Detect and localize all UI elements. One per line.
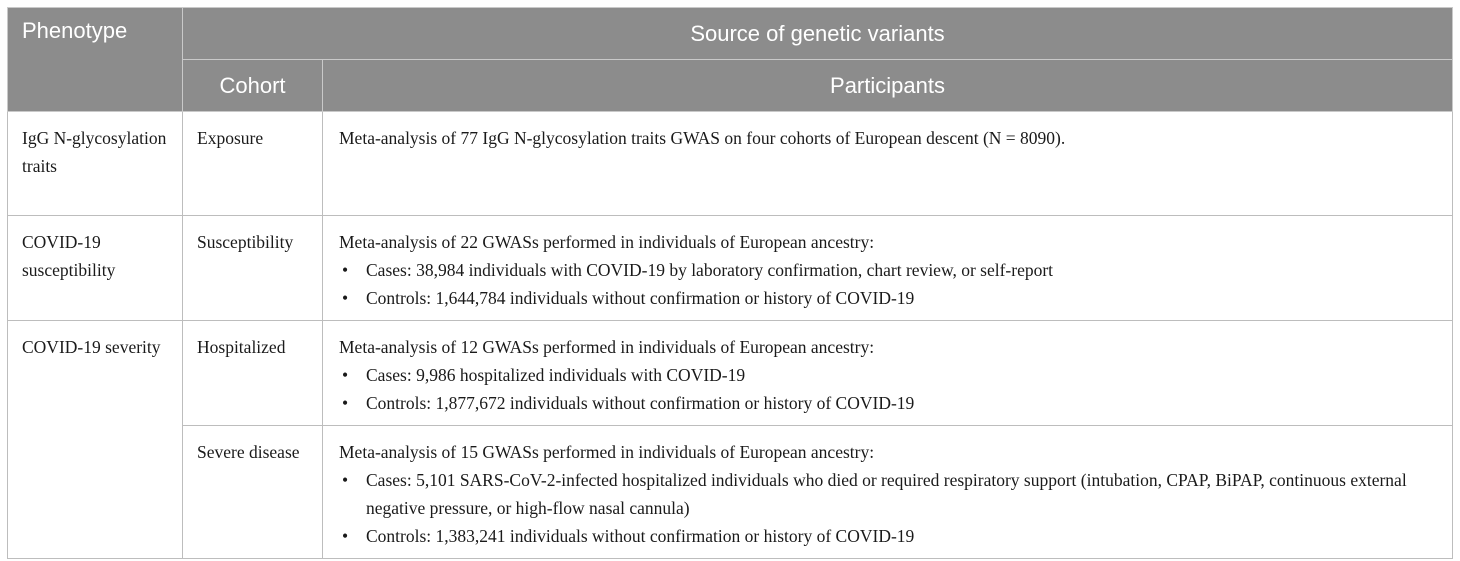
- cohort-cell: Severe disease: [183, 426, 323, 559]
- participants-cell: [323, 321, 1453, 426]
- list-item: • Cases: 5,101 SARS-CoV-2-infected hospitalized individuals who died or required respiratory support (intubation, CPAP, BiPAP, continuous external negative pressure, or high-flow nasal cannula): [339, 466, 1432, 522]
- list-item: • Controls: 1,644,784 individuals without confirmation or history of COVID-19: [339, 284, 1432, 312]
- list-item: • Cases: 9,986 hospitalized individuals with COVID-19: [339, 361, 1432, 389]
- header-source: Source of genetic variants: [183, 8, 1453, 60]
- phenotype-cell: IgG N-glycosylation traits: [8, 112, 183, 216]
- table-container: [7, 7, 1452, 559]
- header-participants: Participants: [323, 60, 1453, 112]
- list-item: • Controls: 1,877,672 individuals without confirmation or history of COVID-19: [339, 389, 1432, 417]
- participants-summary: Meta-analysis of 15 GWASs performed in individuals of European ancestry:: [339, 442, 875, 462]
- participants-cell: [323, 426, 1453, 559]
- cohort-cell: Hospitalized: [183, 321, 323, 426]
- table-row: [8, 112, 1453, 216]
- table-row: [8, 216, 1453, 321]
- participants-summary: Meta-analysis of 12 GWASs performed in individuals of European ancestry:: [339, 337, 875, 357]
- participants-summary: Meta-analysis of 22 GWASs performed in individuals of European ancestry:: [339, 232, 875, 252]
- genetic-variants-table: [7, 7, 1453, 559]
- header-cohort: Cohort: [183, 60, 323, 112]
- phenotype-cell: COVID-19 susceptibility: [8, 216, 183, 321]
- participants-list: [339, 361, 1432, 417]
- participants-list: [339, 256, 1432, 312]
- participants-list: [339, 466, 1432, 550]
- header-phenotype: Phenotype: [8, 8, 183, 112]
- list-item: • Controls: 1,383,241 individuals without confirmation or history of COVID-19: [339, 522, 1432, 550]
- participants-summary: Meta-analysis of 77 IgG N-glycosylation traits GWAS on four cohorts of European descent (N = 8090).: [339, 128, 1066, 148]
- table-row: [8, 426, 1453, 559]
- list-item: • Cases: 38,984 individuals with COVID-19 by laboratory confirmation, chart review, or self-report: [339, 256, 1432, 284]
- participants-cell: [323, 112, 1453, 216]
- cohort-cell: Exposure: [183, 112, 323, 216]
- table-row: [8, 321, 1453, 426]
- cohort-cell: Susceptibility: [183, 216, 323, 321]
- phenotype-cell: COVID-19 severity: [8, 321, 183, 559]
- participants-cell: [323, 216, 1453, 321]
